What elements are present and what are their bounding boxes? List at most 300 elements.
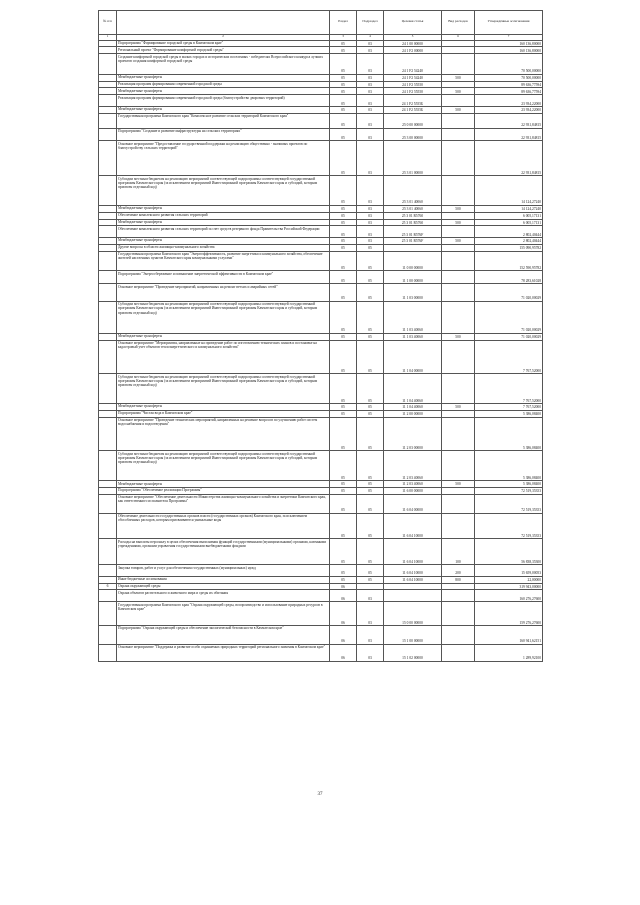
table-row	[99, 410, 543, 417]
table-row	[99, 333, 543, 340]
cell-num	[99, 417, 117, 451]
cell-target-article: 11 2 00 00000	[384, 410, 442, 417]
cell-name: Подпрограмма "Обеспечение реализации Программы"	[117, 488, 330, 495]
cell-expense-type: 500	[442, 333, 475, 340]
cell-num	[99, 141, 117, 176]
cell-podrazdel: 05	[357, 410, 384, 417]
cell-sum: 71 020,00029	[475, 301, 543, 333]
cell-sum: 15 659,00053	[475, 565, 543, 577]
cell-num	[99, 590, 117, 602]
table-row	[99, 251, 543, 271]
table-row	[99, 226, 543, 238]
cell-podrazdel: 03	[357, 644, 384, 661]
cell-sum: 160 941,62151	[475, 626, 543, 645]
cell-num	[99, 340, 117, 374]
cell-podrazdel: 03	[357, 219, 384, 226]
table-body	[99, 40, 543, 661]
cell-name: Основное мероприятие "Обеспечение деятельности Министерства жилищно-коммунального хозяйства и энергетики Камчатского края, как ответственного исполнителя Программы"	[117, 494, 330, 513]
cell-target-article: 11 6 04 10000	[384, 539, 442, 565]
cell-num	[99, 238, 117, 245]
cell-razdel: 05	[330, 88, 357, 95]
cell-name: Подпрограмма "Охрана окружающей среды и обеспечение экологической безопасности в Камчатском крае"	[117, 626, 330, 645]
table-header-row	[99, 11, 543, 35]
cell-podrazdel: 03	[357, 113, 384, 128]
table-row	[99, 576, 543, 583]
cell-num	[99, 374, 117, 404]
table-row	[99, 644, 543, 661]
header-target-article: Целевая статья	[384, 11, 442, 35]
cell-name: Субсидии местным бюджетам на реализацию мероприятий соответствующей подпрограммы соответствующей государственной программы Камчатского края (за исключением мероприятий Инвестиционной программы Камчатского края и субсидий, которым присвоен отдельный код)	[117, 451, 330, 481]
cell-target-article: 11 6 04 00000	[384, 494, 442, 513]
cell-name: Обеспечение комплексного развития сельских территорий за счет средств резервного фонда Правительства Российской Федерации	[117, 226, 330, 238]
table-row	[99, 40, 543, 47]
cell-razdel: 05	[330, 410, 357, 417]
cell-expense-type	[442, 374, 475, 404]
cell-razdel: 05	[330, 74, 357, 81]
cell-sum: 70 500,00000	[475, 54, 543, 75]
cell-podrazdel: 03	[357, 590, 384, 602]
column-index: 2	[117, 34, 330, 40]
cell-razdel: 05	[330, 226, 357, 238]
cell-expense-type	[442, 40, 475, 47]
cell-podrazdel: 05	[357, 404, 384, 411]
cell-target-article: 25 3 01 R5760	[384, 219, 442, 226]
cell-target-article: 24 1 F2 00000	[384, 47, 442, 54]
cell-target-article: 25 3 01 R5760	[384, 212, 442, 219]
table-row	[99, 374, 543, 404]
cell-target-article: 24 1 F2 55550	[384, 81, 442, 88]
cell-name: Обеспечение деятельности государственных органов власти (государственных органов) Камчатского края, за исключением обособленных расходов, которым присваиваются уникальные коды	[117, 513, 330, 539]
cell-num	[99, 81, 117, 88]
cell-expense-type: 500	[442, 238, 475, 245]
cell-num	[99, 284, 117, 302]
cell-target-article: 11 6 04 10000	[384, 576, 442, 583]
cell-num: 6	[99, 583, 117, 590]
cell-name: Обеспечение комплексного развития сельских территорий	[117, 212, 330, 219]
cell-razdel: 05	[330, 212, 357, 219]
cell-razdel: 06	[330, 583, 357, 590]
cell-name: Субсидии местным бюджетам на реализацию мероприятий соответствующей подпрограммы соответствующей государственной программы Камчатского края (за исключением мероприятий Инвестиционной программы Камчатского края и субсидий, которым присвоен отдельный код)	[117, 374, 330, 404]
table-row	[99, 404, 543, 411]
cell-expense-type	[442, 176, 475, 206]
header-expense-type: Вид расходов	[442, 11, 475, 35]
cell-razdel: 05	[330, 238, 357, 245]
cell-podrazdel: 05	[357, 251, 384, 271]
cell-sum: 2 802,40444	[475, 226, 543, 238]
cell-podrazdel: 03	[357, 88, 384, 95]
cell-podrazdel: 05	[357, 576, 384, 583]
cell-sum: 56 838,35300	[475, 539, 543, 565]
cell-podrazdel: 03	[357, 238, 384, 245]
cell-podrazdel: 03	[357, 176, 384, 206]
cell-target-article: 24 1 F2 5555Б	[384, 107, 442, 114]
cell-name: Иные бюджетные ассигнования	[117, 576, 330, 583]
cell-expense-type	[442, 626, 475, 645]
cell-expense-type	[442, 244, 475, 251]
table-row	[99, 95, 543, 107]
cell-expense-type: 500	[442, 481, 475, 488]
table-row	[99, 284, 543, 302]
cell-razdel: 05	[330, 565, 357, 577]
table-row	[99, 513, 543, 539]
cell-sum: 5 386,08400	[475, 417, 543, 451]
column-index: 6	[442, 34, 475, 40]
cell-razdel: 05	[330, 301, 357, 333]
cell-name: Охрана объектов растительного и животного мира и среды их обитания	[117, 590, 330, 602]
table-row	[99, 244, 543, 251]
cell-sum: 14 124,27240	[475, 176, 543, 206]
cell-target-article: 24 1 00 00000	[384, 40, 442, 47]
page-number: 37	[317, 792, 323, 797]
cell-podrazdel: 05	[357, 481, 384, 488]
cell-sum: 5 386,08400	[475, 481, 543, 488]
cell-razdel: 05	[330, 128, 357, 141]
cell-expense-type: 800	[442, 576, 475, 583]
table-row	[99, 107, 543, 114]
cell-sum: 72 519,35353	[475, 513, 543, 539]
cell-podrazdel	[357, 583, 384, 590]
cell-target-article: 24 1 F2 5555Б	[384, 95, 442, 107]
table-row	[99, 271, 543, 284]
table-row	[99, 488, 543, 495]
cell-target-article: 11 2 03 40060	[384, 451, 442, 481]
cell-name: Государственная программа Камчатского края "Энергоэффективность, развитие энергетики и коммунального хозяйства, обеспечение жителей населенных пунктов Камчатского края коммунальными услугами"	[117, 251, 330, 271]
cell-sum: 5 386,08400	[475, 410, 543, 417]
cell-num	[99, 219, 117, 226]
cell-num	[99, 404, 117, 411]
cell-razdel: 05	[330, 54, 357, 75]
cell-expense-type	[442, 644, 475, 661]
cell-podrazdel: 03	[357, 128, 384, 141]
cell-razdel: 05	[330, 95, 357, 107]
cell-sum: 14 124,27240	[475, 205, 543, 212]
cell-target-article: 11 1 04 00000	[384, 340, 442, 374]
cell-num	[99, 576, 117, 583]
cell-razdel: 05	[330, 47, 357, 54]
cell-target-article: 15 1 02 00000	[384, 644, 442, 661]
cell-podrazdel: 05	[357, 301, 384, 333]
table-row	[99, 128, 543, 141]
cell-name: Межбюджетные трансферты	[117, 107, 330, 114]
cell-name: Межбюджетные трансферты	[117, 238, 330, 245]
cell-sum: 7 767,52000	[475, 404, 543, 411]
cell-razdel: 05	[330, 81, 357, 88]
cell-name: Межбюджетные трансферты	[117, 205, 330, 212]
cell-razdel: 05	[330, 451, 357, 481]
column-index: 7	[475, 34, 543, 40]
cell-sum: 89 636,77594	[475, 88, 543, 95]
cell-expense-type: 500	[442, 205, 475, 212]
cell-podrazdel: 05	[357, 340, 384, 374]
cell-expense-type: 500	[442, 219, 475, 226]
cell-podrazdel: 05	[357, 539, 384, 565]
cell-podrazdel: 03	[357, 81, 384, 88]
table-row	[99, 494, 543, 513]
cell-sum: 160 136,80000	[475, 40, 543, 47]
cell-razdel: 05	[330, 417, 357, 451]
cell-sum: 5 386,08400	[475, 451, 543, 481]
cell-target-article: 25 0 00 00000	[384, 113, 442, 128]
cell-razdel: 05	[330, 205, 357, 212]
cell-podrazdel: 05	[357, 284, 384, 302]
cell-num	[99, 644, 117, 661]
cell-podrazdel: 05	[357, 565, 384, 577]
table-row	[99, 626, 543, 645]
cell-sum: 6 005,17131	[475, 219, 543, 226]
cell-expense-type	[442, 284, 475, 302]
column-index: 4	[357, 34, 384, 40]
cell-sum: 1 289,92100	[475, 644, 543, 661]
header-num: № п/п	[99, 11, 117, 35]
cell-expense-type	[442, 251, 475, 271]
cell-target-article: 24 1 F2 54240	[384, 74, 442, 81]
cell-podrazdel: 03	[357, 212, 384, 219]
header-name	[117, 11, 330, 35]
cell-name: Подпрограмма "Создание и развитие инфраструктуры на сельских территориях"	[117, 128, 330, 141]
cell-num	[99, 226, 117, 238]
cell-podrazdel: 03	[357, 74, 384, 81]
cell-name: Межбюджетные трансферты	[117, 74, 330, 81]
cell-podrazdel: 03	[357, 602, 384, 626]
cell-podrazdel: 03	[357, 40, 384, 47]
cell-expense-type: 500	[442, 88, 475, 95]
column-index: 5	[384, 34, 442, 40]
cell-expense-type	[442, 47, 475, 54]
cell-sum: 72 519,35353	[475, 488, 543, 495]
cell-razdel: 05	[330, 271, 357, 284]
cell-target-article: 11 2 03 40060	[384, 481, 442, 488]
cell-name: Основное мероприятие "Поддержка и развитие особо охраняемых природных территорий регионального значения в Камчатском крае"	[117, 644, 330, 661]
cell-sum: 78 283,61028	[475, 271, 543, 284]
table-row	[99, 219, 543, 226]
cell-name: Подпрограмма "Формирование городской среды в Камчатском крае"	[117, 40, 330, 47]
cell-razdel: 05	[330, 576, 357, 583]
cell-num	[99, 301, 117, 333]
cell-num	[99, 251, 117, 271]
cell-target-article	[384, 590, 442, 602]
cell-name: Подпрограмма "Энергосбережение и повышение энергетической эффективности в Камчатском крае"	[117, 271, 330, 284]
cell-num	[99, 481, 117, 488]
cell-sum: 7 767,52000	[475, 340, 543, 374]
cell-target-article: 11 6 04 10000	[384, 565, 442, 577]
cell-num	[99, 244, 117, 251]
cell-name: Межбюджетные трансферты	[117, 88, 330, 95]
cell-expense-type	[442, 417, 475, 451]
cell-podrazdel: 03	[357, 205, 384, 212]
cell-podrazdel: 05	[357, 333, 384, 340]
cell-target-article: 11 1 04 40060	[384, 404, 442, 411]
cell-num	[99, 40, 117, 47]
cell-name: Государственная программа Камчатского края "Охрана окружающей среды, воспроизводство и использование природных ресурсов в Камчатском крае"	[117, 602, 330, 626]
cell-target-article: 25 3 01 00000	[384, 141, 442, 176]
cell-name: Государственная программа Камчатского края "Комплексное развитие сельских территорий Камчатского края"	[117, 113, 330, 128]
cell-expense-type: 200	[442, 565, 475, 577]
cell-num	[99, 513, 117, 539]
cell-target-article: 24 1 F2 55550	[384, 88, 442, 95]
cell-sum: 155 090,95782	[475, 244, 543, 251]
cell-sum: 22,00000	[475, 576, 543, 583]
cell-target-article: 11 6 04 10000	[384, 513, 442, 539]
cell-num	[99, 626, 117, 645]
cell-razdel: 05	[330, 141, 357, 176]
cell-expense-type: 500	[442, 107, 475, 114]
table-row	[99, 81, 543, 88]
cell-name: Основное мероприятие "Предоставление государственной поддержки на реализацию общественно - значимых проектов по благоустройству сельских территорий"	[117, 141, 330, 176]
cell-name: Субсидии местным бюджетам на реализацию мероприятий соответствующей подпрограммы соответствующей государственной программы Камчатского края (за исключением мероприятий Инвестиционной программы Камчатского края и субсидий, которым присвоен отдельный код)	[117, 301, 330, 333]
cell-sum: 7 767,52000	[475, 374, 543, 404]
cell-expense-type	[442, 128, 475, 141]
cell-razdel: 05	[330, 113, 357, 128]
cell-num	[99, 212, 117, 219]
cell-name: Межбюджетные трансферты	[117, 404, 330, 411]
cell-target-article	[384, 244, 442, 251]
table-row	[99, 74, 543, 81]
cell-podrazdel: 05	[357, 494, 384, 513]
cell-name: Межбюджетные трансферты	[117, 481, 330, 488]
cell-expense-type	[442, 271, 475, 284]
cell-razdel: 05	[330, 494, 357, 513]
cell-sum: 159 276,27600	[475, 602, 543, 626]
cell-podrazdel: 03	[357, 626, 384, 645]
cell-expense-type	[442, 602, 475, 626]
cell-num	[99, 410, 117, 417]
cell-expense-type: 100	[442, 539, 475, 565]
cell-expense-type	[442, 340, 475, 374]
cell-sum: 6 005,17131	[475, 212, 543, 219]
cell-num	[99, 74, 117, 81]
cell-podrazdel: 03	[357, 226, 384, 238]
cell-num	[99, 271, 117, 284]
cell-razdel: 05	[330, 340, 357, 374]
cell-razdel: 05	[330, 488, 357, 495]
cell-target-article: 11 1 03 40060	[384, 301, 442, 333]
cell-num	[99, 333, 117, 340]
cell-name: Расходы на выплаты персоналу в целях обеспечения выполнения функций государственными (муниципальными) органами, казенными учреждениями, органами управления государственными внебюджетными фондами	[117, 539, 330, 565]
cell-target-article: 25 3 01 R576F	[384, 238, 442, 245]
table-row	[99, 54, 543, 75]
cell-num	[99, 602, 117, 626]
cell-expense-type	[442, 494, 475, 513]
table-row	[99, 565, 543, 577]
table-row	[99, 88, 543, 95]
cell-target-article: 11 1 00 00000	[384, 271, 442, 284]
cell-name: Реализация программ формирования современной городской среды	[117, 81, 330, 88]
cell-num	[99, 494, 117, 513]
cell-razdel: 05	[330, 513, 357, 539]
cell-expense-type	[442, 410, 475, 417]
header-podrazdel: Подраздел	[357, 11, 384, 35]
cell-num	[99, 47, 117, 54]
cell-name: Субсидии местным бюджетам на реализацию мероприятий соответствующей подпрограммы соответствующей государственной программы Камчатского края (за исключением мероприятий Инвестиционной программы Камчатского края и субсидий, которым присвоен отдельный код)	[117, 176, 330, 206]
cell-sum: 71 020,00029	[475, 284, 543, 302]
cell-num	[99, 539, 117, 565]
column-index: 3	[330, 34, 357, 40]
cell-expense-type	[442, 141, 475, 176]
cell-num	[99, 451, 117, 481]
cell-razdel: 06	[330, 602, 357, 626]
cell-razdel: 05	[330, 374, 357, 404]
table-row	[99, 176, 543, 206]
cell-name: Другие вопросы в области жилищно-коммунального хозяйства	[117, 244, 330, 251]
cell-expense-type	[442, 488, 475, 495]
cell-name: Межбюджетные трансферты	[117, 333, 330, 340]
cell-razdel: 06	[330, 590, 357, 602]
cell-name: Основное мероприятие "Проведение мероприятий, направленных на ремонт ветхих и аварийных сетей"	[117, 284, 330, 302]
cell-name: Охрана окружающей среды	[117, 583, 330, 590]
cell-name: Подпрограмма "Чистая вода в Камчатском крае"	[117, 410, 330, 417]
table-row	[99, 113, 543, 128]
cell-sum: 160 276,27600	[475, 590, 543, 602]
cell-podrazdel: 05	[357, 271, 384, 284]
header-sum: Утверждённые ассигнования	[475, 11, 543, 35]
cell-expense-type	[442, 301, 475, 333]
cell-num	[99, 128, 117, 141]
cell-podrazdel: 03	[357, 141, 384, 176]
budget-table	[98, 10, 543, 662]
cell-name: Основное мероприятие "Мероприятия, направленные на проведение работ по изготовлению технических планов и постановке на кадастровый учет объектов теплоэнергетического и коммунального хозяйства"	[117, 340, 330, 374]
cell-sum: 22 931,84815	[475, 141, 543, 176]
cell-name: Создание комфортной городской среды в малых городах и исторических поселениях - победителях Всероссийского конкурса лучших проектов создания комфортной городской среды	[117, 54, 330, 75]
table-row	[99, 602, 543, 626]
cell-expense-type	[442, 113, 475, 128]
cell-num	[99, 54, 117, 75]
cell-razdel: 05	[330, 333, 357, 340]
cell-razdel: 06	[330, 626, 357, 645]
cell-sum: 23 934,22000	[475, 107, 543, 114]
table-row	[99, 417, 543, 451]
cell-razdel: 05	[330, 219, 357, 226]
table-row	[99, 47, 543, 54]
cell-sum: 23 934,22000	[475, 95, 543, 107]
table-row	[99, 212, 543, 219]
cell-sum: 152 590,95782	[475, 251, 543, 271]
cell-razdel: 05	[330, 40, 357, 47]
cell-razdel: 05	[330, 244, 357, 251]
cell-target-article: 11 0 00 00000	[384, 251, 442, 271]
cell-name: Межбюджетные трансферты	[117, 219, 330, 226]
cell-razdel: 05	[330, 481, 357, 488]
cell-podrazdel: 03	[357, 95, 384, 107]
cell-podrazdel: 05	[357, 513, 384, 539]
cell-expense-type: 500	[442, 74, 475, 81]
table-row	[99, 539, 543, 565]
table-row	[99, 590, 543, 602]
cell-name: Реализация программ формирования современной городской среды (благоустройство дворовых территорий)	[117, 95, 330, 107]
cell-podrazdel: 03	[357, 47, 384, 54]
cell-num	[99, 113, 117, 128]
cell-podrazdel: 05	[357, 417, 384, 451]
cell-razdel: 05	[330, 107, 357, 114]
cell-target-article: 11 2 03 00000	[384, 417, 442, 451]
cell-expense-type	[442, 226, 475, 238]
cell-name: Закупка товаров, работ и услуг для обеспечения государственных (муниципальных) нужд	[117, 565, 330, 577]
cell-podrazdel: 03	[357, 107, 384, 114]
cell-target-article: 25 3 01 40060	[384, 205, 442, 212]
cell-podrazdel: 05	[357, 451, 384, 481]
cell-sum: 2 802,40444	[475, 238, 543, 245]
table-row	[99, 301, 543, 333]
cell-razdel: 05	[330, 251, 357, 271]
table-row	[99, 340, 543, 374]
cell-num	[99, 205, 117, 212]
cell-sum: 71 020,00029	[475, 333, 543, 340]
table-row	[99, 238, 543, 245]
cell-razdel: 05	[330, 284, 357, 302]
cell-podrazdel: 03	[357, 54, 384, 75]
cell-target-article: 24 1 F2 54240	[384, 54, 442, 75]
cell-name: Основное мероприятие "Проведение технических мероприятий, направленных на решение вопросов по улучшению работ систем водоснабжения и водоотведения"	[117, 417, 330, 451]
cell-podrazdel: 05	[357, 244, 384, 251]
